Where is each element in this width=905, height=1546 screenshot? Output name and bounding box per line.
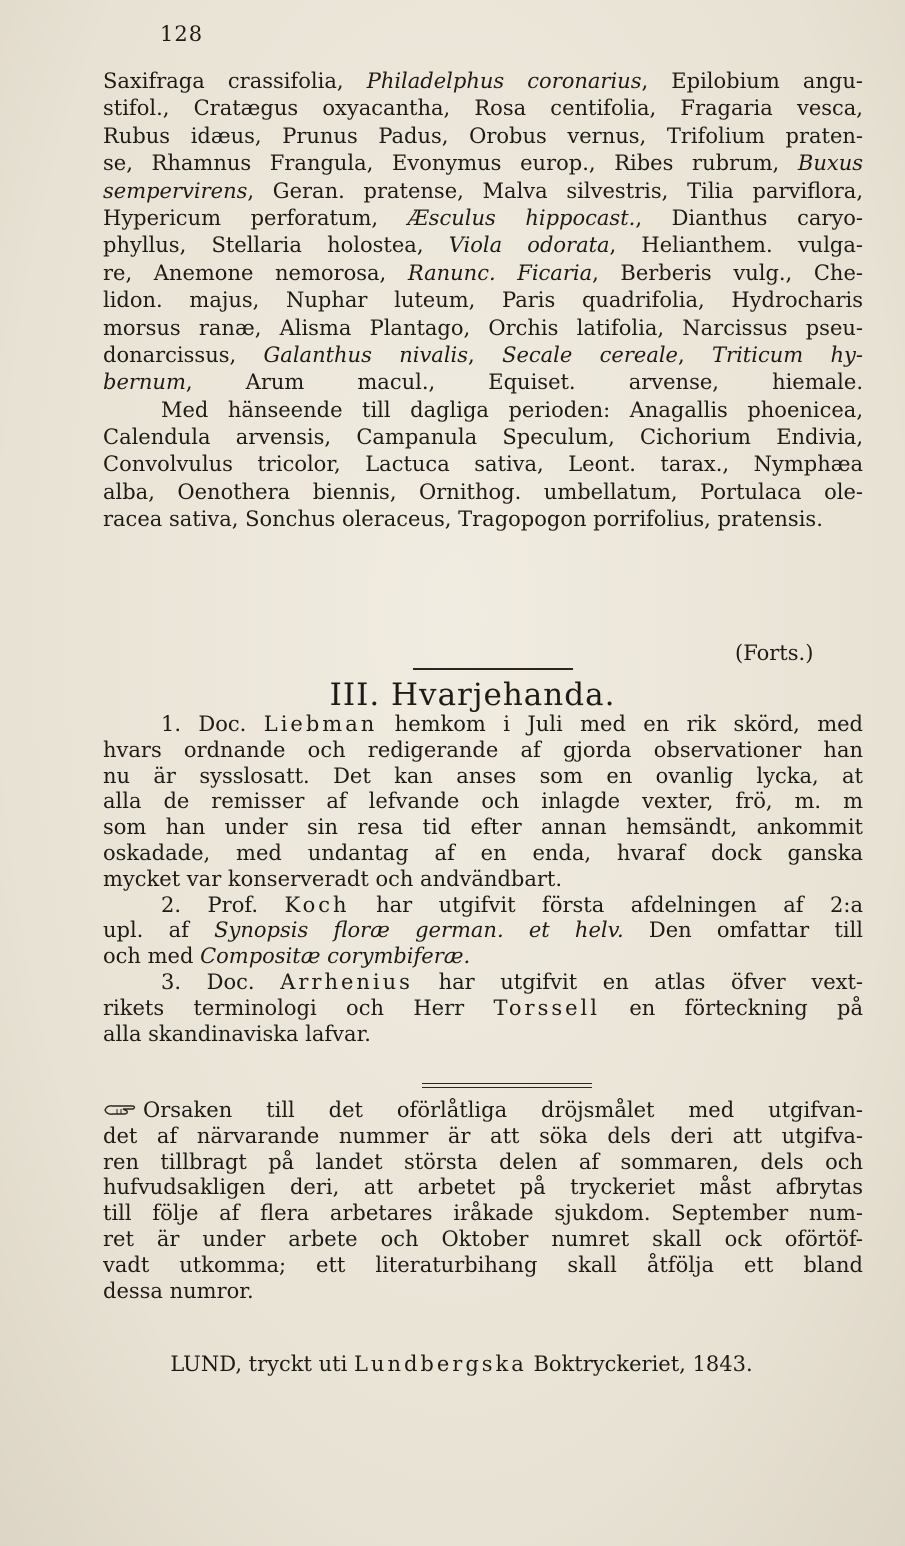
text-line [103,178,863,205]
italic-text: Galanthus nivalis [263,342,469,367]
line-text: donarcissus, [103,342,264,367]
imprint-prefix: LUND, tryckt uti [170,1352,354,1376]
line-text: Calendula arvensis, Campanula Speculum, Cichorium Endivia, [103,425,863,450]
text-line [103,944,863,970]
notice-paragraph [103,1098,863,1304]
text-line [103,68,863,95]
line-text: hufvudsakligen deri, att arbetet på tryckeriet måst afbrytas [103,1175,863,1200]
text-line [103,1150,863,1176]
line-text: ren tillbragt på landet största delen af sommaren, dels och [103,1149,863,1174]
text-line [103,232,863,259]
text-line [103,150,863,177]
italic-text: Philadelphus coronarius [366,69,642,93]
text-line [103,996,863,1022]
text-line [103,1124,863,1150]
line-text: vadt utkomma; ett literaturbihang skall åtfölja ett bland [103,1252,863,1277]
line-text: Saxifraga crassifolia, [103,69,367,93]
line-text: det af närvarande nummer är att söka dels deri att utgifva- [103,1123,863,1148]
text-line [103,1022,863,1048]
line-text: se, Rhamnus Frangula, Evonymus europ., Ribes rubrum, [103,151,798,176]
line-text: alla de remisser af lefvande och inlagde vexter, frö, m. m [103,789,863,814]
line-text: Den omfattar till [623,918,863,943]
double-rule-divider [422,1083,592,1088]
plant-list-paragraph [103,68,863,534]
name-text: Koch [284,892,350,917]
line-text: , Arum macul., Equiset. arvense, hiemale. [185,370,863,395]
line-text: re, Anemone nemorosa, [103,260,408,285]
imprint-suffix: Boktryckeriet, 1843. [526,1352,753,1376]
page-number: 128 [160,22,204,46]
line-text: stifol., Cratægus oxyacantha, Rosa centifolia, Fragaria vesca, [103,96,863,121]
line-text: Convolvulus tricolor, Lactuca sativa, Leont. tarax., Nymphæa [103,452,863,477]
line-text: rikets terminologi och Herr [103,995,494,1020]
italic-text: Triticum hy- [712,342,863,367]
italic-text: Synopsis floræ german. et helv. [214,918,624,943]
line-text: , Dianthus caryo- [635,205,863,230]
text-line [103,424,863,451]
text-line [103,342,863,369]
text-line [103,123,863,150]
line-text: 2. Prof. [161,892,285,917]
text-line [103,260,863,287]
italic-text: Buxus [797,151,863,176]
text-line [103,1098,863,1124]
line-text: 1. Doc. [161,712,264,736]
italic-text: Viola odorata [448,233,610,258]
line-text: , Helianthem. vulga- [609,233,863,258]
line-text: som han under sin resa tid efter annan hemsändt, ankommit [103,815,863,840]
pointing-hand-icon [103,1099,143,1124]
line-text: upl. af [103,918,215,943]
text-line [103,815,863,841]
name-text: Arrhenius [280,969,413,994]
italic-text: Compositæ corymbiferæ. [200,944,471,969]
line-text: mycket var konserveradt och andvändbart. [103,866,563,891]
italic-text: bernum [103,370,186,395]
text-line [103,1175,863,1201]
line-text: Hypericum perforatum, [103,205,408,230]
line-text: ret är under arbete och Oktober numret skall ock oförtöf- [103,1226,863,1251]
text-line [103,893,863,919]
italic-text: Æsculus hippocast. [407,205,636,230]
text-line [103,1201,863,1227]
continued-note: (Forts.) [735,641,814,665]
line-text: , Geran. pratense, Malva silvestris, Tilia parviflora, [247,178,863,203]
line-text: lidon. majus, Nuphar luteum, Paris quadrifolia, Hydrocharis [103,288,863,313]
text-line [103,789,863,815]
text-line [103,1253,863,1279]
text-line [103,764,863,790]
text-line [103,315,863,342]
line-text: Med hänseende till dagliga perioden: Anagallis phoenicea, [161,397,863,422]
line-text: alba, Oenothera biennis, Ornithog. umbellatum, Portulaca ole- [103,479,863,504]
line-text: dessa numror. [103,1278,254,1303]
name-text: Liebman [263,712,378,736]
line-text: har utgifvit en atlas öfver vext- [412,969,863,994]
text-line [103,918,863,944]
text-line [103,1227,863,1253]
section-divider [413,668,573,670]
line-text: morsus ranæ, Alisma Plantago, Orchis latifolia, Narcissus pseu- [103,315,863,340]
line-text: , Berberis vulg., Che- [592,260,863,285]
name-text: Torssell [493,995,600,1020]
line-text: Orsaken till det oförlåtliga dröjsmålet med utgifvan- [143,1098,863,1122]
miscellany-paragraphs [103,712,863,1047]
line-text: och med [103,944,201,969]
text-line [103,479,863,506]
section-heading: III. Hvarjehanda. [329,677,616,713]
line-text: , Epilobium angu- [641,69,863,93]
line-text: hvars ordnande och redigerande af gjorda observationer han [103,737,863,762]
text-line [103,841,863,867]
italic-text: sempervirens [103,178,248,203]
text-line [103,95,863,122]
text-line [103,867,863,893]
text-line [103,397,863,424]
line-text: oskadade, med undantag af en enda, hvaraf dock ganska [103,840,863,865]
text-line [103,506,863,533]
line-text: till följe af flera arbetares iråkade sjukdom. September num- [103,1201,863,1226]
line-text: Rubus idæus, Prunus Padus, Orobus vernus, Trifolium praten- [103,123,863,148]
line-text: , [678,342,713,367]
line-text: phyllus, Stellaria holostea, [103,233,449,258]
line-text: 3. Doc. [161,969,281,994]
text-line [103,287,863,314]
line-text: nu är sysslosatt. Det kan anses som en ovanlig lycka, at [103,763,863,788]
text-line [103,369,863,396]
text-line [103,738,863,764]
line-text: en förteckning på [600,995,863,1020]
printer-imprint [0,1352,905,1376]
line-text: har utgifvit första afdelningen af 2:a [349,892,863,917]
line-text: racea sativa, Sonchus oleraceus, Tragopogon porrifolius, pratensis. [103,507,823,532]
text-line [103,970,863,996]
text-line [103,712,863,738]
imprint-printer: Lundbergska [353,1352,527,1376]
italic-text: Secale cereale [502,342,678,367]
text-line [103,451,863,478]
text-line [103,1279,863,1305]
italic-text: Ranunc. Ficaria [407,260,593,285]
line-text: hemkom i Juli med en rik skörd, med [377,712,863,736]
text-line [103,205,863,232]
line-text: alla skandinaviska lafvar. [103,1021,371,1046]
line-text: , [468,342,503,367]
